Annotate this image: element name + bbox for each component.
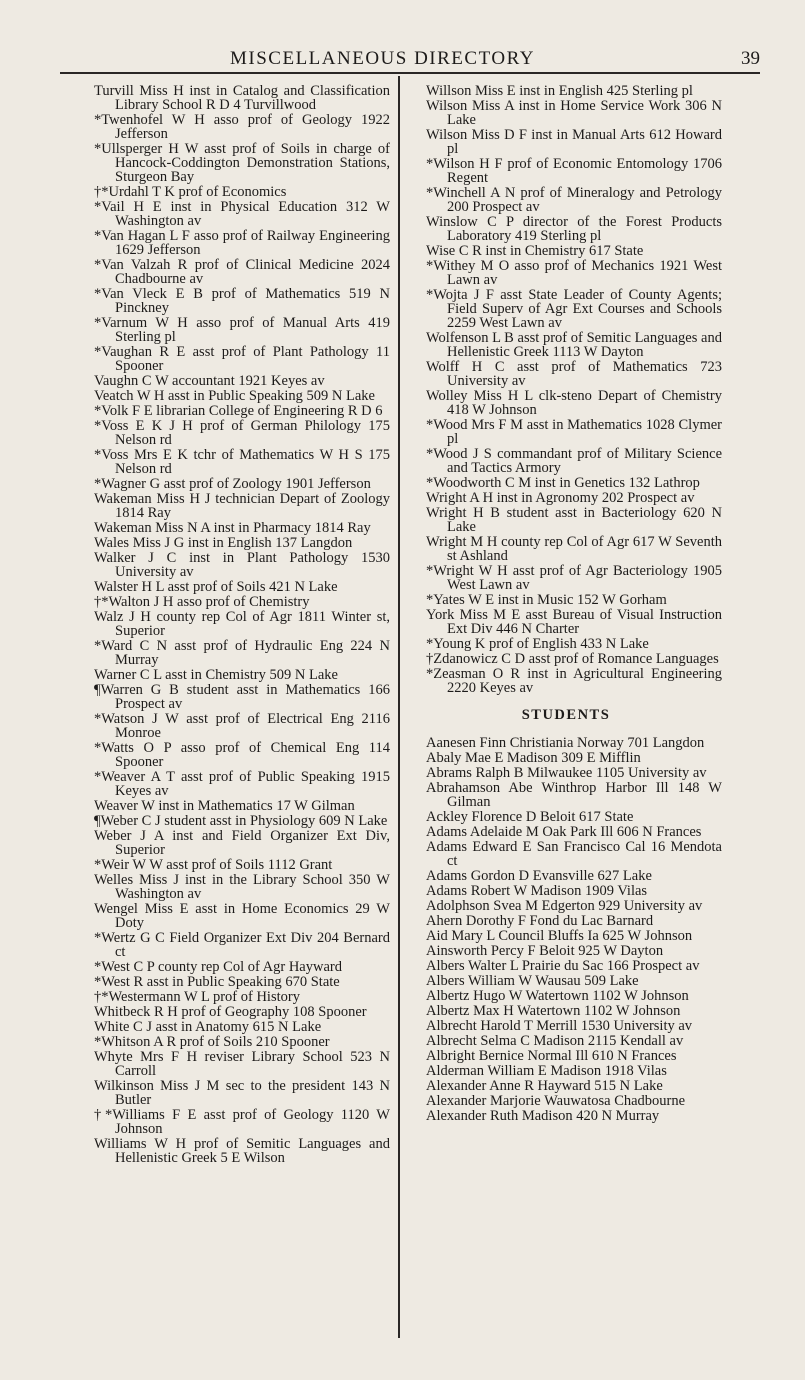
column-divider [398,76,400,1338]
directory-entry: Turvill Miss H inst in Catalog and Classification Library School R D 4 Turvillwood [94,83,390,113]
directory-entry: Walz J H county rep Col of Agr 1811 Winter st, Superior [94,609,390,639]
directory-entry: *Vaughan R E asst prof of Plant Pathology 11 Spooner [94,344,390,374]
student-entry: Abrams Ralph B Milwaukee 1105 University av [426,765,707,781]
directory-entry: ¶Weber C J student asst in Physiology 609 N Lake [94,813,388,829]
page-number: 39 [741,48,760,69]
directory-entry: *Withey M O asso prof of Mechanics 1921 West Lawn av [426,258,722,288]
directory-entry: *Voss Mrs E K tchr of Mathematics W H S 175 Nelson rd [94,447,390,477]
directory-entry: *Woodworth C M inst in Genetics 132 Lathrop [426,475,700,491]
directory-entry: †*Williams F E asst prof of Geology 1120 W Johnson [94,1107,390,1137]
student-entry: Albrecht Harold T Merrill 1530 University av [426,1018,693,1034]
directory-entry: Weber J A inst and Field Organizer Ext Div, Superior [94,828,390,858]
directory-entry: Wright M H county rep Col of Agr 617 W Seventh st Ashland [426,534,722,564]
directory-entry: ¶Warren G B student asst in Mathematics 166 Prospect av [94,682,390,712]
directory-entry: Wright A H inst in Agronomy 202 Prospect av [426,490,695,506]
directory-entry: *Wood J S commandant prof of Military Science and Tactics Armory [426,446,722,476]
directory-entry: *Van Vleck E B prof of Mathematics 519 N Pinckney [94,286,390,316]
directory-entry: *Van Valzah R prof of Clinical Medicine 2024 Chadbourne av [94,257,390,287]
directory-entry: *Volk F E librarian College of Engineering R D 6 [94,403,383,419]
directory-entry: *Wojta J F asst State Leader of County Agents; Field Superv of Agr Ext Courses and Schools 2259 West Lawn av [426,287,722,331]
header-rule [60,72,760,74]
directory-entry: *Varnum W H asso prof of Manual Arts 419 Sterling pl [94,315,390,345]
directory-entry: †*Westermann W L prof of History [94,989,300,1005]
directory-entry: *Watson J W asst prof of Electrical Eng 2116 Monroe [94,711,390,741]
student-entry: Aanesen Finn Christiania Norway 701 Langdon [426,735,705,751]
directory-entry: Walster H L asst prof of Soils 421 N Lake [94,579,338,595]
student-entry: Albers William W Wausau 509 Lake [426,973,639,989]
directory-entry: *West R asst in Public Speaking 670 State [94,974,340,990]
student-entry: Albers Walter L Prairie du Sac 166 Prospect av [426,958,700,974]
directory-entry: Wilson Miss A inst in Home Service Work 306 N Lake [426,98,722,128]
student-entry: Ahern Dorothy F Fond du Lac Barnard [426,913,654,929]
directory-entry: Winslow C P director of the Forest Products Laboratory 419 Sterling pl [426,214,722,244]
directory-entry: Wise C R inst in Chemistry 617 State [426,243,644,259]
student-entry: Alderman William E Madison 1918 Vilas [426,1063,667,1079]
directory-entry: Weaver W inst in Mathematics 17 W Gilman [94,798,355,814]
student-entry: Abrahamson Abe Winthrop Harbor Ill 148 W Gilman [426,780,722,810]
student-entry: Adams Gordon D Evansville 627 Lake [426,868,652,884]
student-entry: Adolphson Svea M Edgerton 929 University av [426,898,703,914]
directory-entry: Wengel Miss E asst in Home Economics 29 W Doty [94,901,390,931]
directory-entry: Wakeman Miss N A inst in Pharmacy 1814 Ray [94,520,371,536]
directory-entry: Veatch W H asst in Public Speaking 509 N Lake [94,388,375,404]
directory-entry: *Winchell A N prof of Mineralogy and Petrology 200 Prospect av [426,185,722,215]
students-heading: STUDENTS [521,707,611,723]
directory-entry: White C J asst in Anatomy 615 N Lake [94,1019,322,1035]
directory-entry: Wolff H C asst prof of Mathematics 723 University av [426,359,722,389]
directory-entry: *Wilson H F prof of Economic Entomology 1706 Regent [426,156,722,186]
directory-entry: Wolley Miss H L clk-steno Depart of Chemistry 418 W Johnson [426,388,722,418]
student-entry: Albertz Max H Watertown 1102 W Johnson [426,1003,681,1019]
directory-entry: Welles Miss J inst in the Library School 350 W Washington av [94,872,390,902]
directory-entry: Willson Miss E inst in English 425 Sterling pl [426,83,693,99]
directory-entry: *Twenhofel W H asso prof of Geology 1922 Jefferson [94,112,390,142]
student-entry: Adams Edward E San Francisco Cal 16 Mendota ct [426,839,722,869]
directory-entry: *Vail H E inst in Physical Education 312 W Washington av [94,199,390,229]
directory-entry: *Wood Mrs F M asst in Mathematics 1028 Clymer pl [426,417,722,447]
student-entry: Adams Robert W Madison 1909 Vilas [426,883,648,899]
directory-entry: *Voss E K J H prof of German Philology 175 Nelson rd [94,418,390,448]
directory-entry: Vaughn C W accountant 1921 Keyes av [94,373,325,389]
directory-entry: Wilkinson Miss J M sec to the president 143 N Butler [94,1078,390,1108]
directory-entry: *Wright W H asst prof of Agr Bacteriology 1905 West Lawn av [426,563,722,593]
student-entry: Alexander Ruth Madison 420 N Murray [426,1108,660,1124]
page-header [60,40,760,70]
running-title: MISCELLANEOUS DIRECTORY [230,48,535,69]
directory-entry: Williams W H prof of Semitic Languages and Hellenistic Greek 5 E Wilson [94,1136,390,1166]
student-entry: Adams Adelaide M Oak Park Ill 606 N Frances [426,824,702,840]
directory-entry: †Zdanowicz C D asst prof of Romance Languages [426,651,719,667]
directory-entry: Whyte Mrs F H reviser Library School 523 N Carroll [94,1049,390,1079]
directory-entry: *Yates W E inst in Music 152 W Gorham [426,592,667,608]
directory-entry: Wolfenson L B asst prof of Semitic Languages and Hellenistic Greek 1113 W Dayton [426,330,722,360]
directory-entry: Wakeman Miss H J technician Depart of Zoology 1814 Ray [94,491,390,521]
student-entry: Alexander Anne R Hayward 515 N Lake [426,1078,663,1094]
directory-entry: *Young K prof of English 433 N Lake [426,636,649,652]
directory-entry: York Miss M E asst Bureau of Visual Instruction Ext Div 446 N Charter [426,607,722,637]
student-entry: Ainsworth Percy F Beloit 925 W Dayton [426,943,664,959]
student-entry: Abaly Mae E Madison 309 E Mifflin [426,750,641,766]
directory-entry: Wilson Miss D F inst in Manual Arts 612 Howard pl [426,127,722,157]
directory-entry: *West C P county rep Col of Agr Hayward [94,959,342,975]
student-entry: Albertz Hugo W Watertown 1102 W Johnson [426,988,689,1004]
student-entry: Ackley Florence D Beloit 617 State [426,809,634,825]
student-entry: Albright Bernice Normal Ill 610 N Frances [426,1048,677,1064]
directory-entry: *Ullsperger H W asst prof of Soils in charge of Hancock-Coddington Demonstration Stations, Sturgeon Bay [94,141,390,185]
directory-entry: *Wertz G C Field Organizer Ext Div 204 Bernard ct [94,930,390,960]
directory-entry: *Ward C N asst prof of Hydraulic Eng 224 N Murray [94,638,390,668]
directory-entry: *Weaver A T asst prof of Public Speaking 1915 Keyes av [94,769,390,799]
student-entry: Albrecht Selma C Madison 2115 Kendall av [426,1033,684,1049]
directory-entry: Wales Miss J G inst in English 137 Langdon [94,535,353,551]
right-column [410,84,722,1124]
directory-entry: *Van Hagan L F asso prof of Railway Engineering 1629 Jefferson [94,228,390,258]
directory-entry: *Zeasman O R inst in Agricultural Engineering 2220 Keyes av [426,666,722,696]
left-column [78,84,390,1166]
student-entry: Alexander Marjorie Wauwatosa Chadbourne [426,1093,686,1109]
directory-entry: *Weir W W asst prof of Soils 1112 Grant [94,857,333,873]
directory-entry: *Wagner G asst prof of Zoology 1901 Jefferson [94,476,371,492]
directory-entry: *Whitson A R prof of Soils 210 Spooner [94,1034,330,1050]
directory-entry: Wright H B student asst in Bacteriology 620 N Lake [426,505,722,535]
directory-entry: †*Urdahl T K prof of Economics [94,184,287,200]
directory-entry: Walker J C inst in Plant Pathology 1530 University av [94,550,390,580]
directory-entry: †*Walton J H asso prof of Chemistry [94,594,310,610]
directory-entry: Whitbeck R H prof of Geography 108 Spooner [94,1004,367,1020]
directory-entry: *Watts O P asso prof of Chemical Eng 114 Spooner [94,740,390,770]
directory-entry: Warner C L asst in Chemistry 509 N Lake [94,667,338,683]
student-entry: Aid Mary L Council Bluffs Ia 625 W Johnson [426,928,693,944]
